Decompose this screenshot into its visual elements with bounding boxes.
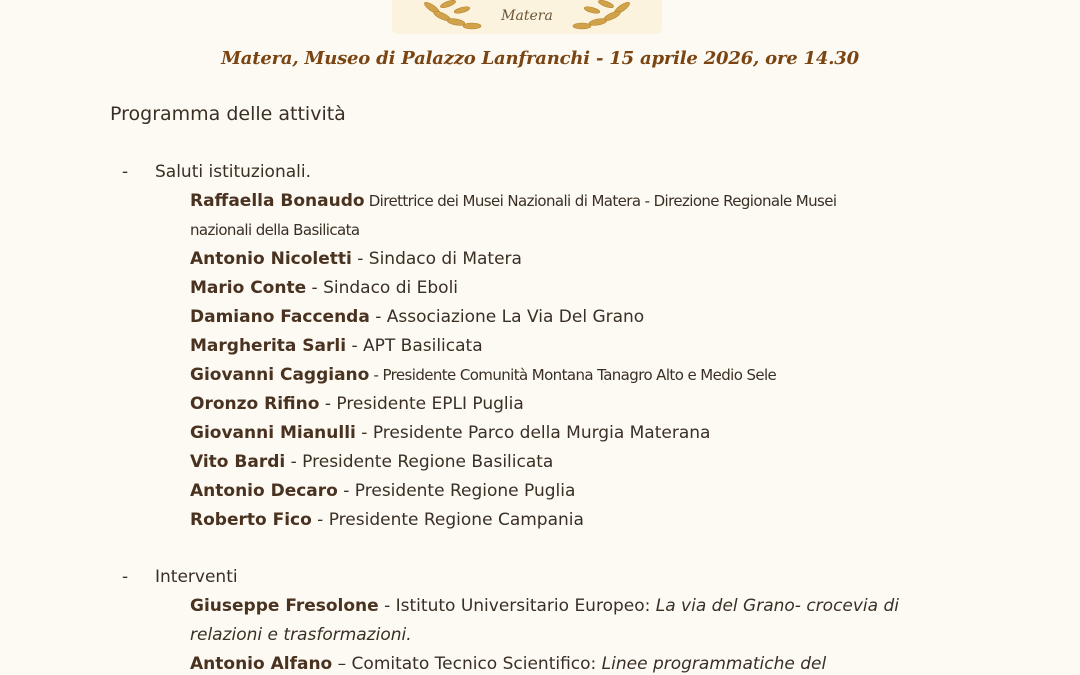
talk-line-cont (190, 625, 412, 645)
speaker-role: - Sindaco di Matera (351, 249, 522, 269)
speaker-line (190, 423, 710, 443)
speaker-name: Mario Conte (190, 278, 307, 298)
speaker-role: - APT Basilicata (346, 336, 483, 356)
talk-speaker-role: - Istituto Universitario Europeo: (378, 596, 656, 616)
speaker-line (190, 191, 836, 211)
bullet-dash: - (122, 567, 129, 587)
talk-speaker-name: Giuseppe Fresolone (190, 596, 379, 616)
speaker-role: - Presidente EPLI Puglia (319, 394, 524, 414)
event-logo (392, 0, 662, 34)
talk-line (190, 596, 978, 616)
speaker-role: - Associazione La Via Del Grano (369, 307, 645, 327)
talk-title: Linee programmatiche del (601, 654, 827, 674)
speaker-role: - Presidente Regione Puglia (337, 481, 576, 501)
talk-line (190, 654, 826, 674)
speaker-line (190, 510, 584, 530)
talk-title-cont: relazioni e trasformazioni. (190, 625, 412, 645)
section-label-interventi: Interventi (155, 567, 238, 587)
talk-speaker-name: Antonio Alfano (190, 654, 333, 674)
speaker-name: Oronzo Rifino (190, 394, 320, 414)
speaker-role: - Presidente Comunità Montana Tanagro Alto e Medio Sele (369, 366, 777, 384)
speaker-line (190, 278, 458, 298)
logo-label: Matera (501, 8, 553, 24)
speaker-line (190, 307, 644, 327)
speaker-line (190, 481, 575, 501)
speaker-line (190, 249, 522, 269)
speaker-line-cont (190, 220, 359, 240)
speaker-name: Giovanni Mianulli (190, 423, 356, 443)
speaker-name: Vito Bardi (190, 452, 286, 472)
speaker-name: Roberto Fico (190, 510, 312, 530)
speaker-name: Antonio Nicoletti (190, 249, 352, 269)
speaker-line (190, 365, 776, 385)
speaker-line (190, 336, 483, 356)
speaker-role: Direttrice dei Musei Nazionali di Matera - Direzione Regionale Musei (364, 192, 837, 210)
section-label-saluti: Saluti istituzionali. (155, 162, 311, 182)
speaker-name: Damiano Faccenda (190, 307, 370, 327)
speaker-role: - Sindaco di Eboli (306, 278, 459, 298)
speaker-name: Giovanni Caggiano (190, 365, 370, 385)
speaker-name: Margherita Sarli (190, 336, 347, 356)
event-subtitle: Matera, Museo di Palazzo Lanfranchi - 15 aprile 2026, ore 14.30 (221, 48, 859, 69)
speaker-name: Raffaella Bonaudo (190, 191, 365, 211)
speaker-line (190, 394, 524, 414)
speaker-role-cont: nazionali della Basilicata (190, 221, 360, 239)
bullet-dash: - (122, 162, 129, 182)
speaker-role: - Presidente Regione Campania (311, 510, 584, 530)
speaker-line (190, 452, 553, 472)
talk-speaker-role: – Comitato Tecnico Scientifico: (332, 654, 602, 674)
speaker-role: - Presidente Regione Basilicata (285, 452, 554, 472)
page-heading: Programma delle attività (110, 103, 346, 125)
speaker-role: - Presidente Parco della Murgia Materana (355, 423, 711, 443)
speaker-name: Antonio Decaro (190, 481, 338, 501)
talk-title: La via del Grano- crocevia di (655, 596, 899, 616)
